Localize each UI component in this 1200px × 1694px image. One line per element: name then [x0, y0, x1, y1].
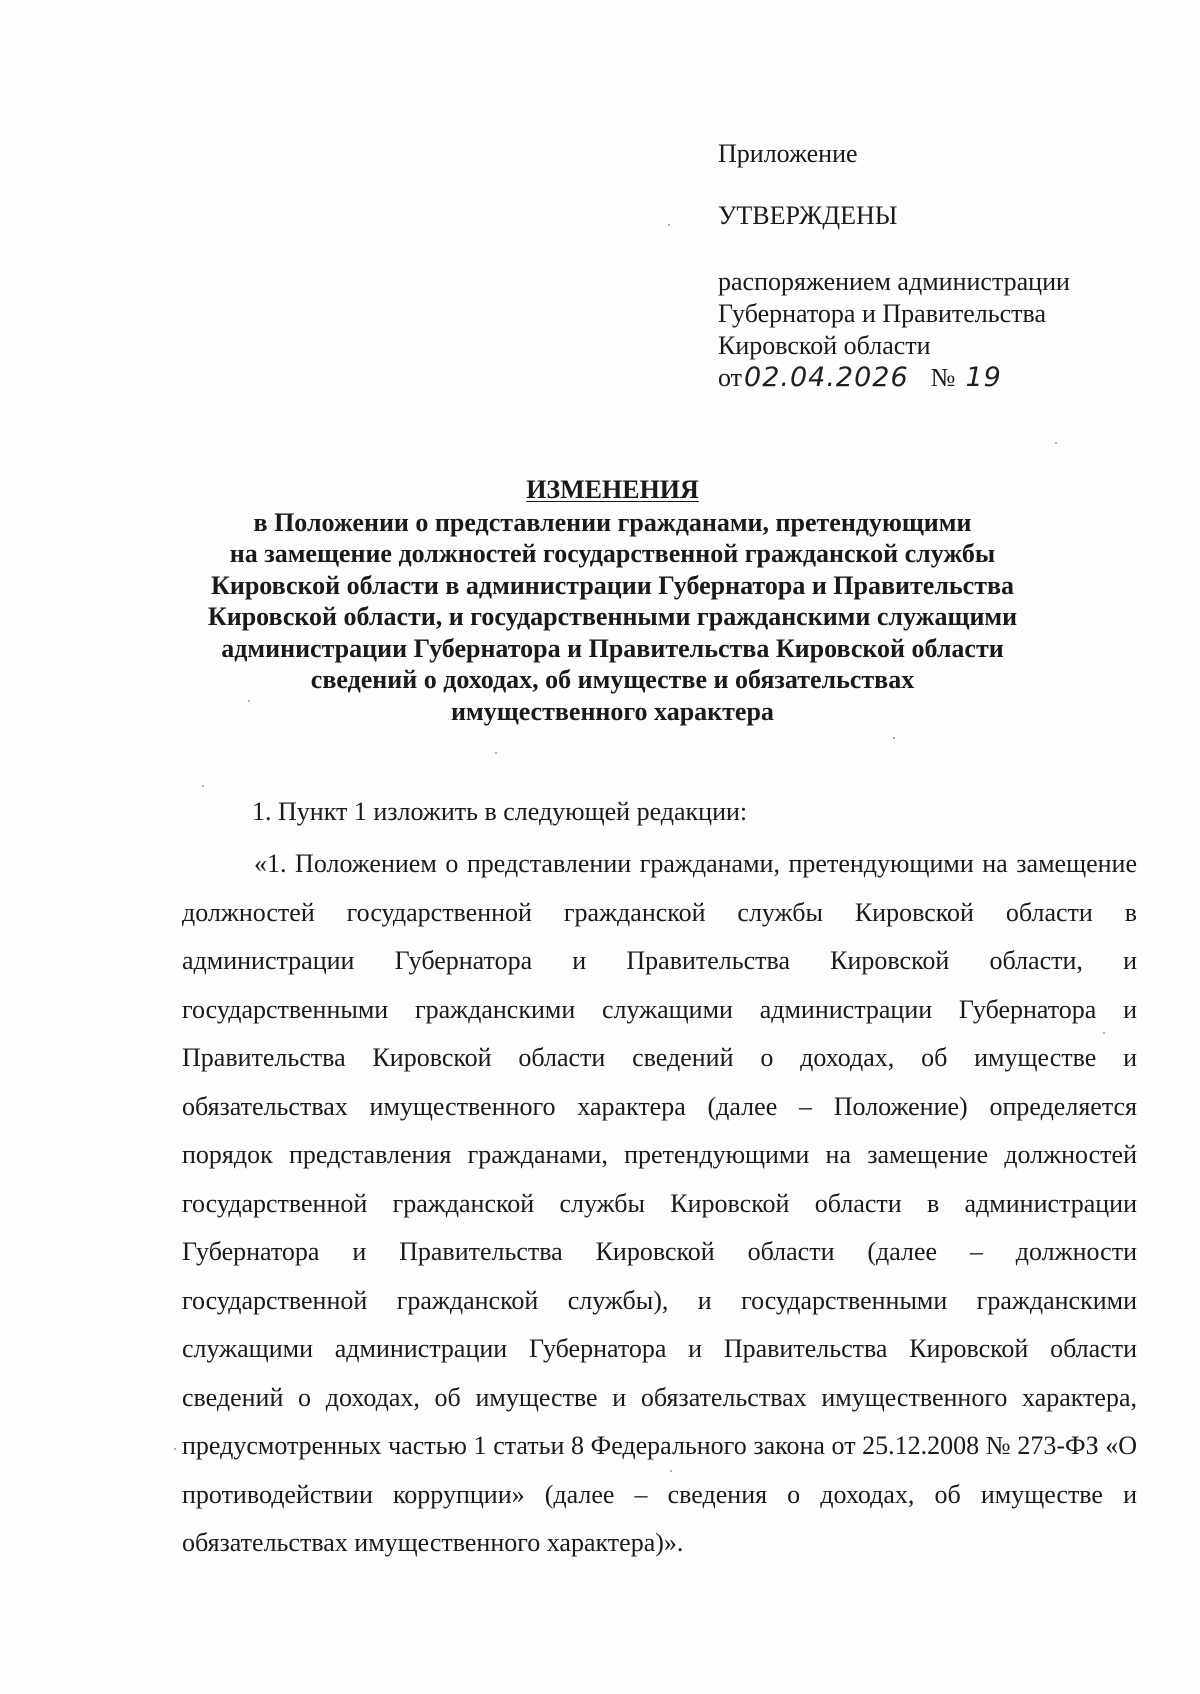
scan-speck — [202, 785, 204, 787]
approval-date-row — [718, 362, 1138, 394]
title-line: Кировской области, и государственными гражданскими служащими — [207, 602, 1018, 631]
approval-authority-line-2: Губернатора и Правительства — [718, 299, 1046, 328]
title-line: на замещение должностей государственной гражданской службы — [229, 539, 996, 568]
title-line: Кировской области в администрации Губернатора и Правительства — [210, 570, 1015, 600]
scan-speck — [670, 1470, 672, 1472]
number-sign: № — [930, 363, 956, 392]
handwritten-date: 02.04.2026 — [744, 362, 909, 393]
document-title — [150, 474, 1075, 727]
date-prefix: от — [718, 363, 743, 392]
title-line: имущественного характера — [451, 696, 774, 726]
approval-authority-line-1: распоряжением администрации — [718, 267, 1070, 296]
title-line: администрации Губернатора и Правительства Кировской области — [221, 633, 1004, 663]
paragraph-item-1: 1. Пункт 1 изложить в следующей редакции: — [252, 797, 748, 826]
title-line: в Положении о представлении гражданами, претендующими — [253, 507, 972, 537]
paragraph-item-1-text: «1. Положением о представлении гражданами, претендующими на замещение должностей государственной гражданской службы Кировской области в администрации Губернатора и Правительства Кировской области, и государственными гражданскими служащими администрации Губернатора и Правительства Кировской области сведений о доходах, об имуществе и обязательствах имущественного характера (далее – Положение) определяется порядок представления гражданами, претендующими на замещение должностей государственной гражданской службы Кировской области в администрации Губернатора и Правительства Кировской области (далее – должности государственной гражданской службы), и государственными гражданскими служащими администрации Губернатора и Правительства Кировской области сведений о доходах, об имуществе и обязательствах имущественного характера, предусмотренных частью 1 статьи 8 Федерального закона от 25.12.2008 № 273-ФЗ «О противодействии коррупции» (далее – сведения о доходах, об имуществе и обязательствах имущественного характера)». — [182, 849, 1137, 1557]
scan-speck — [495, 752, 497, 754]
approved-label: УТВЕРЖДЕНЫ — [718, 201, 898, 230]
scan-speck — [668, 224, 670, 226]
approval-block — [718, 138, 1138, 394]
appendix-label: Приложение — [718, 139, 858, 168]
scan-speck — [1055, 442, 1057, 444]
title-line: сведений о доходах, об имуществе и обязательствах — [310, 665, 915, 694]
handwritten-number: 19 — [965, 362, 1002, 393]
document-body — [182, 792, 1137, 1568]
scan-speck — [893, 737, 895, 739]
approval-authority-line-3: Кировской области — [718, 331, 931, 360]
scan-speck — [174, 1448, 176, 1450]
scan-speck — [248, 700, 250, 702]
title-heading: ИЗМЕНЕНИЯ — [526, 475, 699, 504]
scan-speck — [1103, 1032, 1105, 1034]
